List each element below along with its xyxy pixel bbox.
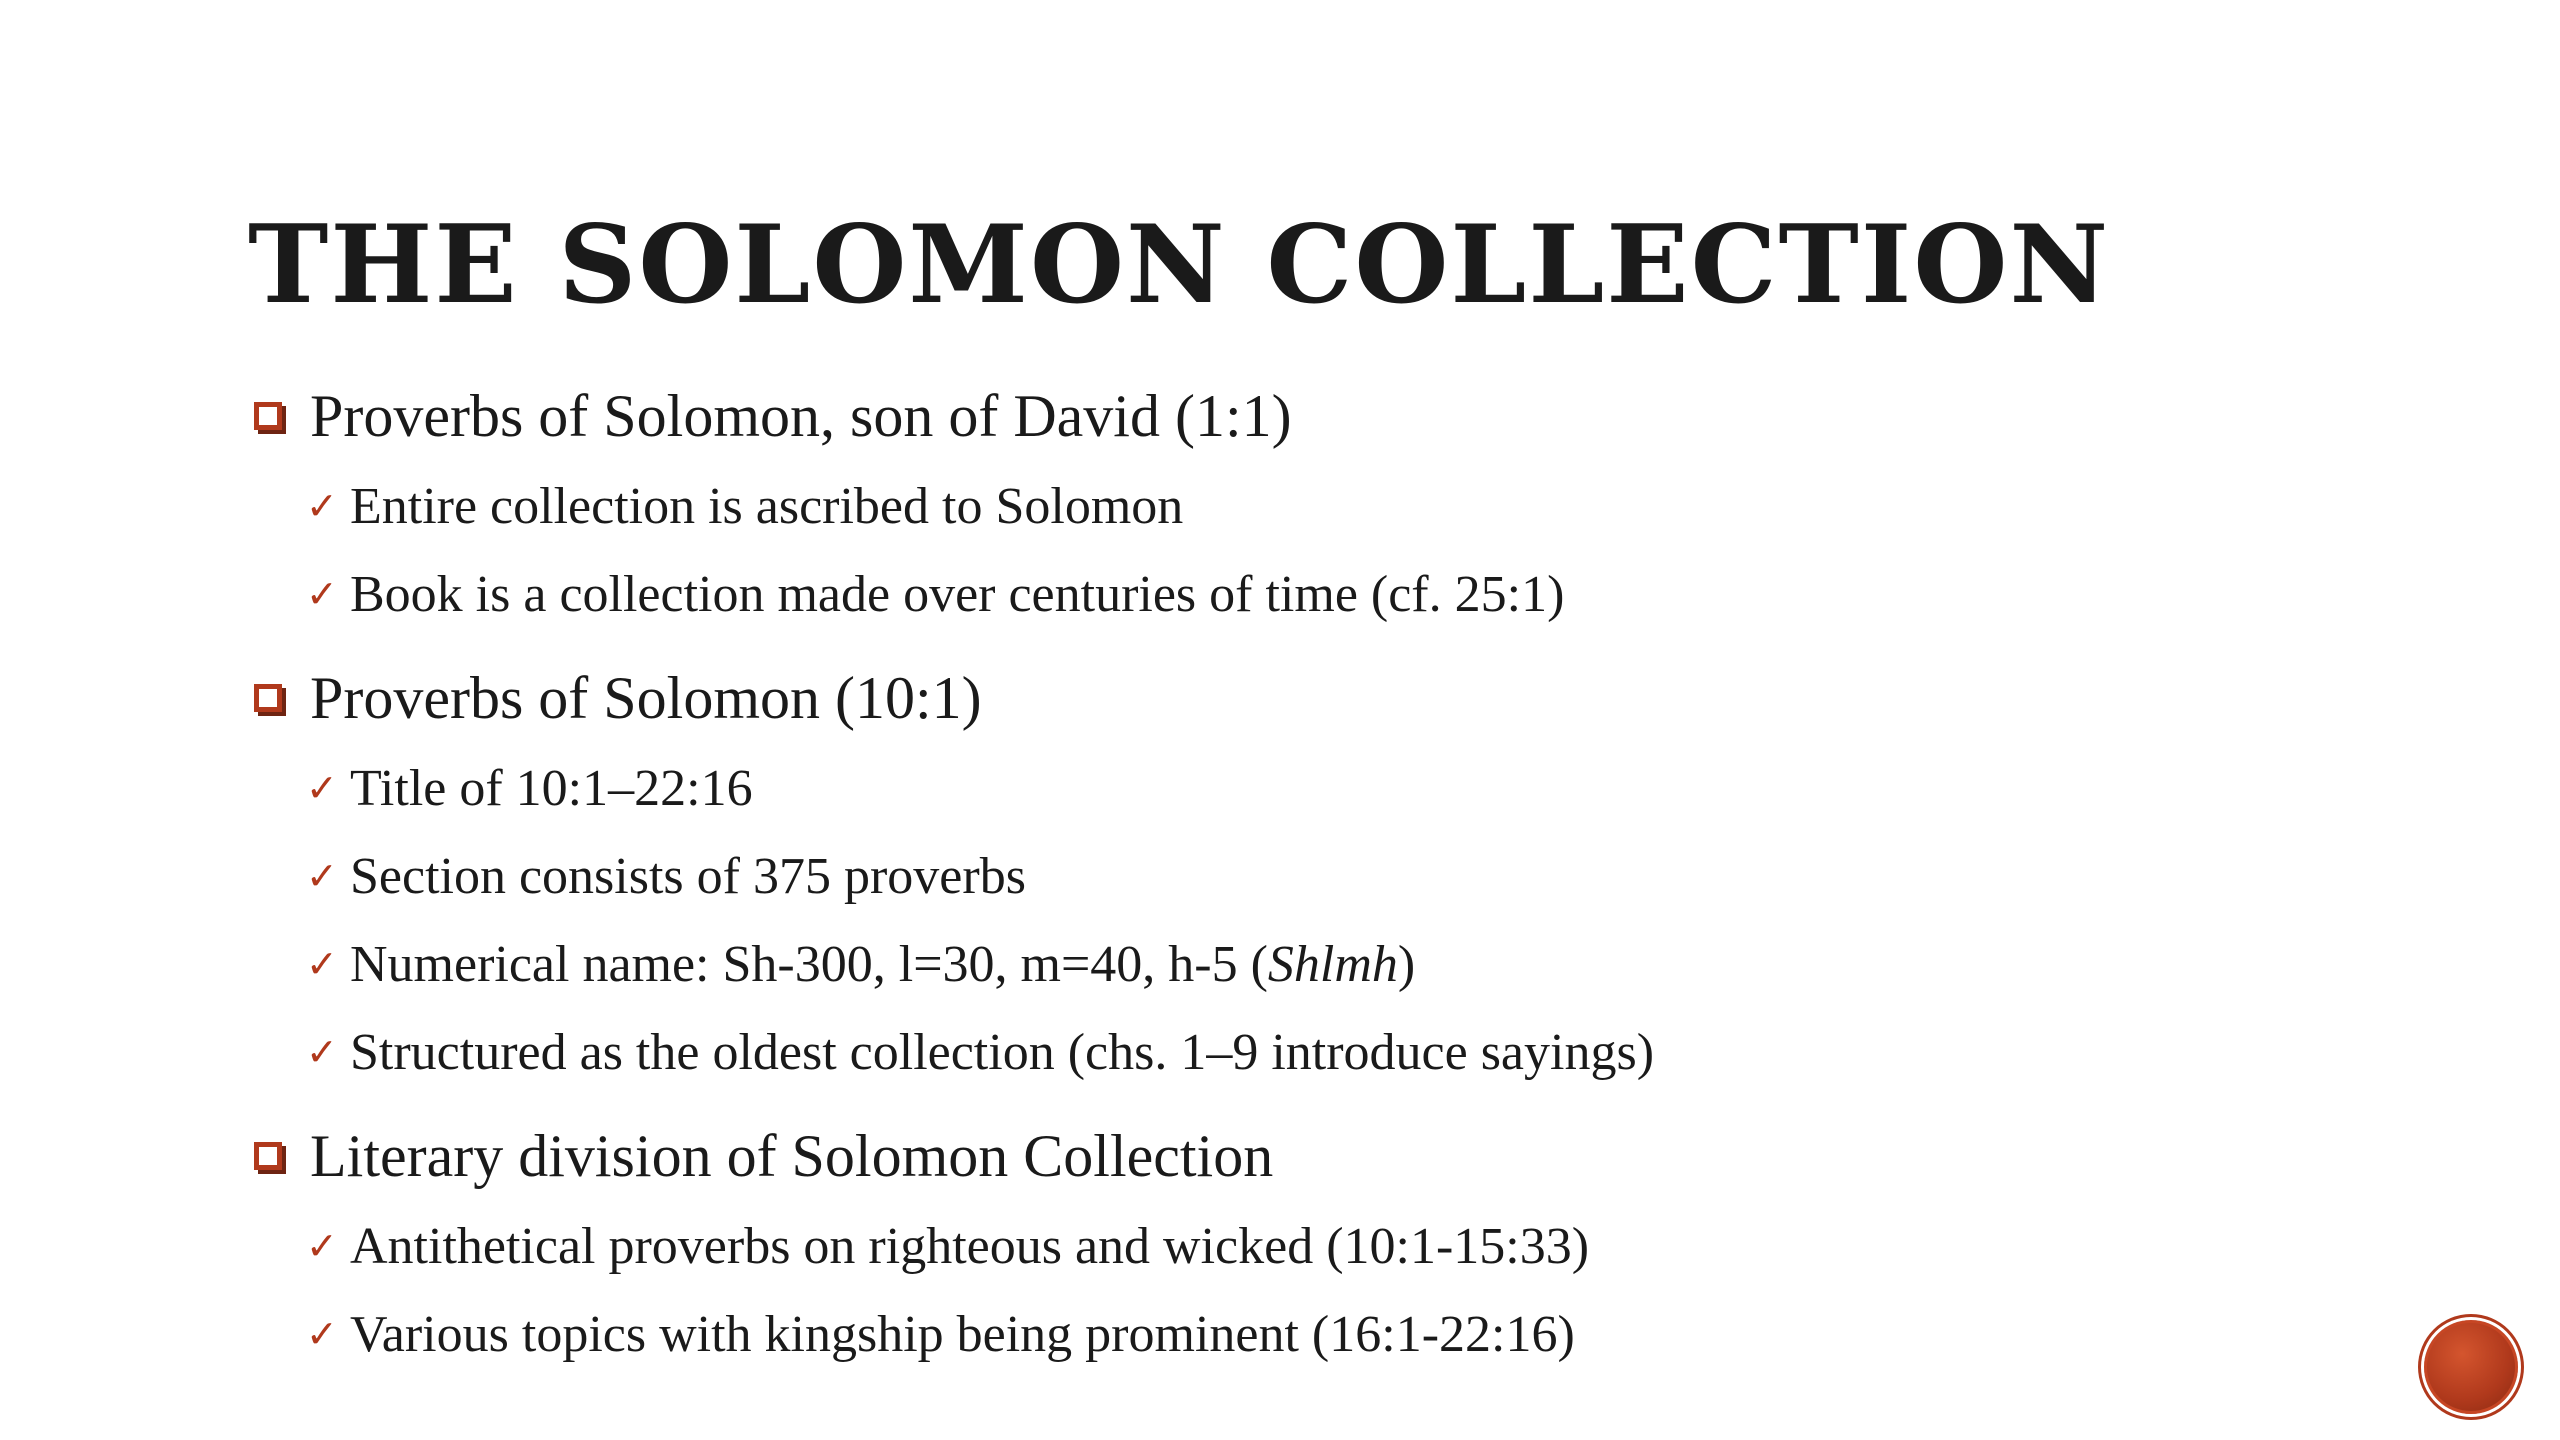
checkmark-icon: ✓ <box>306 854 338 898</box>
section-heading <box>248 652 2348 744</box>
list-item-text: Structured as the oldest collection (chs. 1–9 introduce sayings) <box>350 1023 1655 1081</box>
list-item <box>248 920 2348 1008</box>
list-item <box>248 462 2348 550</box>
square-bullet-icon <box>254 1142 282 1170</box>
list-item-text: Section consists of 375 proverbs <box>350 847 1026 905</box>
section-heading-text: Proverbs of Solomon (10:1) <box>310 664 982 731</box>
list-item-text-after: ) <box>1397 935 1416 993</box>
checkmark-icon: ✓ <box>306 1312 338 1356</box>
list-item-text-before: Numerical name: Sh-300, l=30, m=40, h-5 ( <box>350 935 1268 993</box>
decorative-circle-icon <box>2424 1320 2518 1414</box>
list-item <box>248 1290 2348 1378</box>
checkmark-icon: ✓ <box>306 1224 338 1268</box>
section-1 <box>248 370 2348 638</box>
section-heading-text: Proverbs of Solomon, son of David (1:1) <box>310 382 1292 449</box>
list-item-text: Book is a collection made over centuries of time (cf. 25:1) <box>350 565 1565 623</box>
list-item-text: Antithetical proverbs on righteous and wicked (10:1-15:33) <box>350 1217 1590 1275</box>
checkmark-icon: ✓ <box>306 484 338 528</box>
square-bullet-icon <box>254 402 282 430</box>
checkmark-icon: ✓ <box>306 942 338 986</box>
list-item-text: Title of 10:1–22:16 <box>350 759 753 817</box>
list-item <box>248 1008 2348 1096</box>
checkmark-icon: ✓ <box>306 572 338 616</box>
list-item <box>248 744 2348 832</box>
section-heading <box>248 1110 2348 1202</box>
section-2 <box>248 652 2348 1096</box>
slide-title: THE SOLOMON COLLECTION <box>248 202 2111 328</box>
square-bullet-icon <box>254 684 282 712</box>
slide-content <box>248 370 2348 1378</box>
list-item <box>248 1202 2348 1290</box>
section-heading-text: Literary division of Solomon Collection <box>310 1122 1274 1189</box>
list-item-text: Entire collection is ascribed to Solomon <box>350 477 1184 535</box>
list-item-text <box>350 935 1415 994</box>
section-heading <box>248 370 2348 462</box>
checkmark-icon: ✓ <box>306 1030 338 1074</box>
section-3 <box>248 1110 2348 1378</box>
list-item-text-italic: Shlmh <box>1267 935 1398 993</box>
checkmark-icon: ✓ <box>306 766 338 810</box>
list-item <box>248 550 2348 638</box>
list-item-text: Various topics with kingship being prominent (16:1-22:16) <box>350 1305 1575 1363</box>
list-item <box>248 832 2348 920</box>
